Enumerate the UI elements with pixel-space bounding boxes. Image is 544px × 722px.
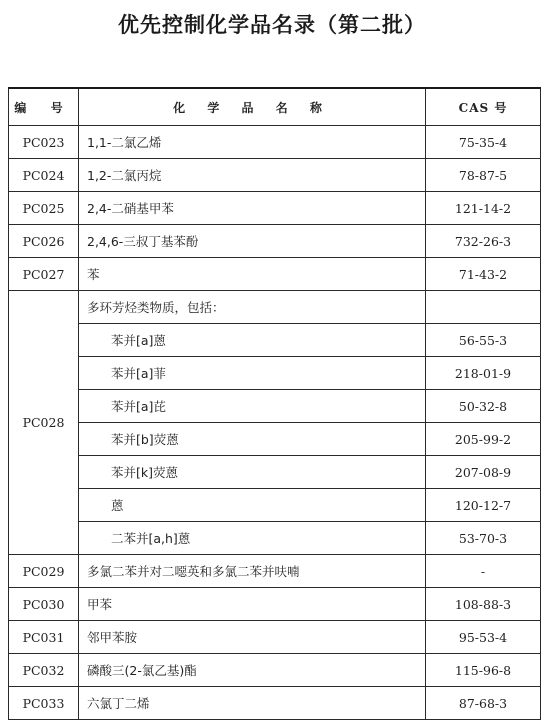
cell-cas: 205-99-2: [426, 423, 541, 456]
table-row-subitem: [9, 390, 541, 423]
cell-id: PC026: [9, 225, 79, 258]
table-row-subitem: [9, 522, 541, 555]
cell-cas: 56-55-3: [426, 324, 541, 357]
cell-name: 苯并[a]芘: [79, 390, 426, 423]
table-row-group: [9, 291, 541, 324]
cell-name: 六氯丁二烯: [79, 687, 426, 720]
table-row: [9, 192, 541, 225]
cell-id: PC027: [9, 258, 79, 291]
table-body: [9, 126, 541, 720]
cell-name: 苯并[b]荧蒽: [79, 423, 426, 456]
cell-id: PC032: [9, 654, 79, 687]
cell-name: 苯并[a]蒽: [79, 324, 426, 357]
cell-cas: 108-88-3: [426, 588, 541, 621]
header-name: 化 学 品 名 称: [79, 88, 426, 126]
cell-cas: 78-87-5: [426, 159, 541, 192]
cell-id: PC029: [9, 555, 79, 588]
cell-cas: 87-68-3: [426, 687, 541, 720]
table-row-subitem: [9, 423, 541, 456]
table-row: [9, 225, 541, 258]
cell-name: 多氯二苯并对二噁英和多氯二苯并呋喃: [79, 555, 426, 588]
cell-id: PC025: [9, 192, 79, 225]
page-title: 优先控制化学品名录（第二批）: [118, 13, 426, 37]
cell-cas: 207-08-9: [426, 456, 541, 489]
table-row: [9, 555, 541, 588]
cell-id: PC023: [9, 126, 79, 159]
cell-id: PC028: [9, 291, 79, 555]
cell-cas: 120-12-7: [426, 489, 541, 522]
cell-name: 2,4-二硝基甲苯: [79, 192, 426, 225]
cell-cas: 95-53-4: [426, 621, 541, 654]
cell-name: 甲苯: [79, 588, 426, 621]
table-row: [9, 621, 541, 654]
table-row: [9, 126, 541, 159]
header-cas: CAS 号: [426, 88, 541, 126]
cell-name: 苯: [79, 258, 426, 291]
cell-name: 1,2-二氯丙烷: [79, 159, 426, 192]
cell-cas: 53-70-3: [426, 522, 541, 555]
cell-cas: 732-26-3: [426, 225, 541, 258]
cell-id: PC030: [9, 588, 79, 621]
cell-name: 邻甲苯胺: [79, 621, 426, 654]
table-row-subitem: [9, 324, 541, 357]
cell-name: 蒽: [79, 489, 426, 522]
table-row: [9, 159, 541, 192]
cell-name: 1,1-二氯乙烯: [79, 126, 426, 159]
cell-name: 2,4,6-三叔丁基苯酚: [79, 225, 426, 258]
cell-name: 多环芳烃类物质，包括：: [79, 291, 426, 324]
header-id: 编 号: [9, 88, 79, 126]
table-row: [9, 654, 541, 687]
cell-id: PC033: [9, 687, 79, 720]
table-row: [9, 687, 541, 720]
table-header-row: [9, 88, 541, 126]
cell-id: PC024: [9, 159, 79, 192]
cell-cas: 121-14-2: [426, 192, 541, 225]
cell-name: 二苯并[a,h]蒽: [79, 522, 426, 555]
cell-cas: [426, 291, 541, 324]
table-row-subitem: [9, 489, 541, 522]
table-row: [9, 258, 541, 291]
cell-name: 苯并[a]菲: [79, 357, 426, 390]
cell-name: 苯并[k]荧蒽: [79, 456, 426, 489]
cell-cas: -: [426, 555, 541, 588]
cell-cas: 218-01-9: [426, 357, 541, 390]
table-row-subitem: [9, 357, 541, 390]
cell-cas: 75-35-4: [426, 126, 541, 159]
cell-cas: 71-43-2: [426, 258, 541, 291]
table-row-subitem: [9, 456, 541, 489]
table-row: [9, 588, 541, 621]
cell-name: 磷酸三(2-氯乙基)酯: [79, 654, 426, 687]
cell-cas: 50-32-8: [426, 390, 541, 423]
cell-id: PC031: [9, 621, 79, 654]
cell-cas: 115-96-8: [426, 654, 541, 687]
chemical-list-table: [8, 87, 541, 720]
